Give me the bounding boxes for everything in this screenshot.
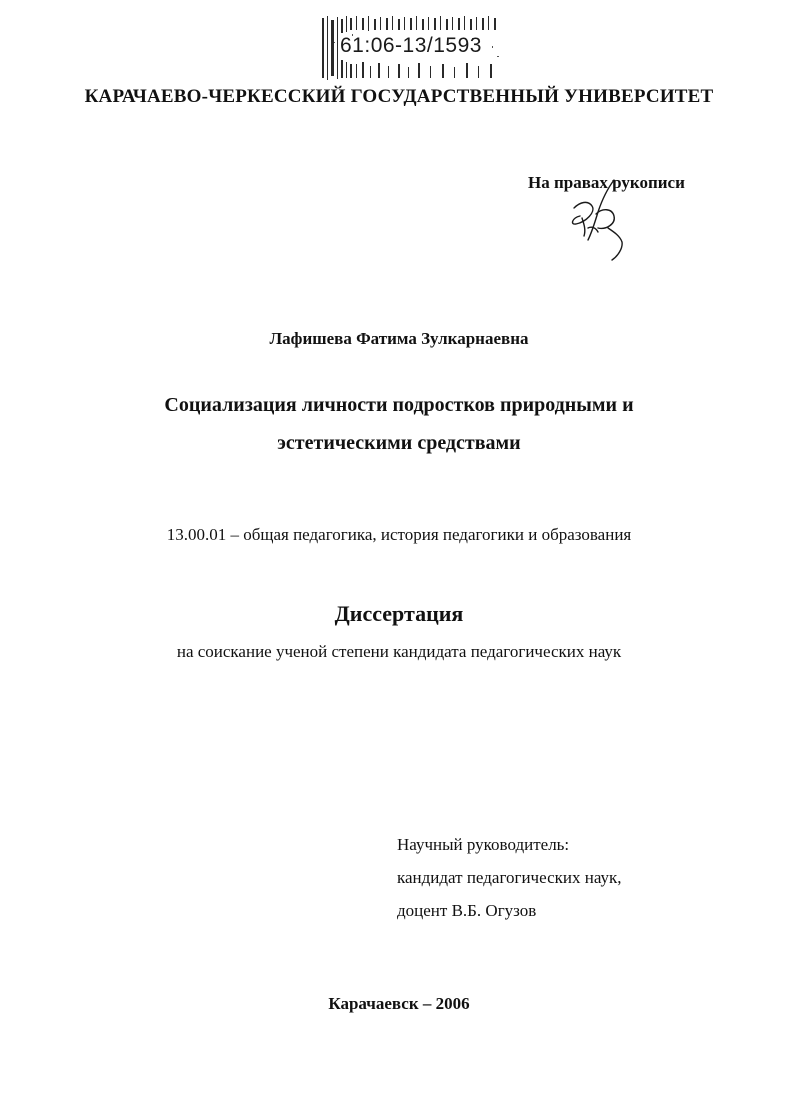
signature xyxy=(562,178,632,262)
document-type: Диссертация xyxy=(334,601,464,626)
dissertation-title-line-2: эстетическими средствами xyxy=(277,432,521,454)
dissertation-title-line-1: Социализация личности подростков природными и xyxy=(164,394,634,416)
author-name: Лафишева Фатима Зулкарнаевна xyxy=(269,329,529,348)
manuscript-note: На правах рукописи xyxy=(528,173,685,192)
supervisor-heading: Научный руководитель: xyxy=(397,835,570,854)
university-name: КАРАЧАЕВО-ЧЕРКЕССКИЙ ГОСУДАРСТВЕННЫЙ УНИВЕРСИТЕТ xyxy=(84,86,714,107)
library-stamp xyxy=(322,16,502,82)
supervisor-name: доцент В.Б. Огузов xyxy=(397,901,537,920)
specialty-code: 13.00.01 – общая педагогика, история педагогики и образования xyxy=(166,525,632,544)
degree-statement: на соискание ученой степени кандидата педагогических наук xyxy=(176,642,622,661)
stamp-code: 61:06-13/1593 xyxy=(340,34,482,57)
supervisor-degree: кандидат педагогических наук, xyxy=(397,868,622,887)
city-year: Карачаевск – 2006 xyxy=(328,994,470,1013)
